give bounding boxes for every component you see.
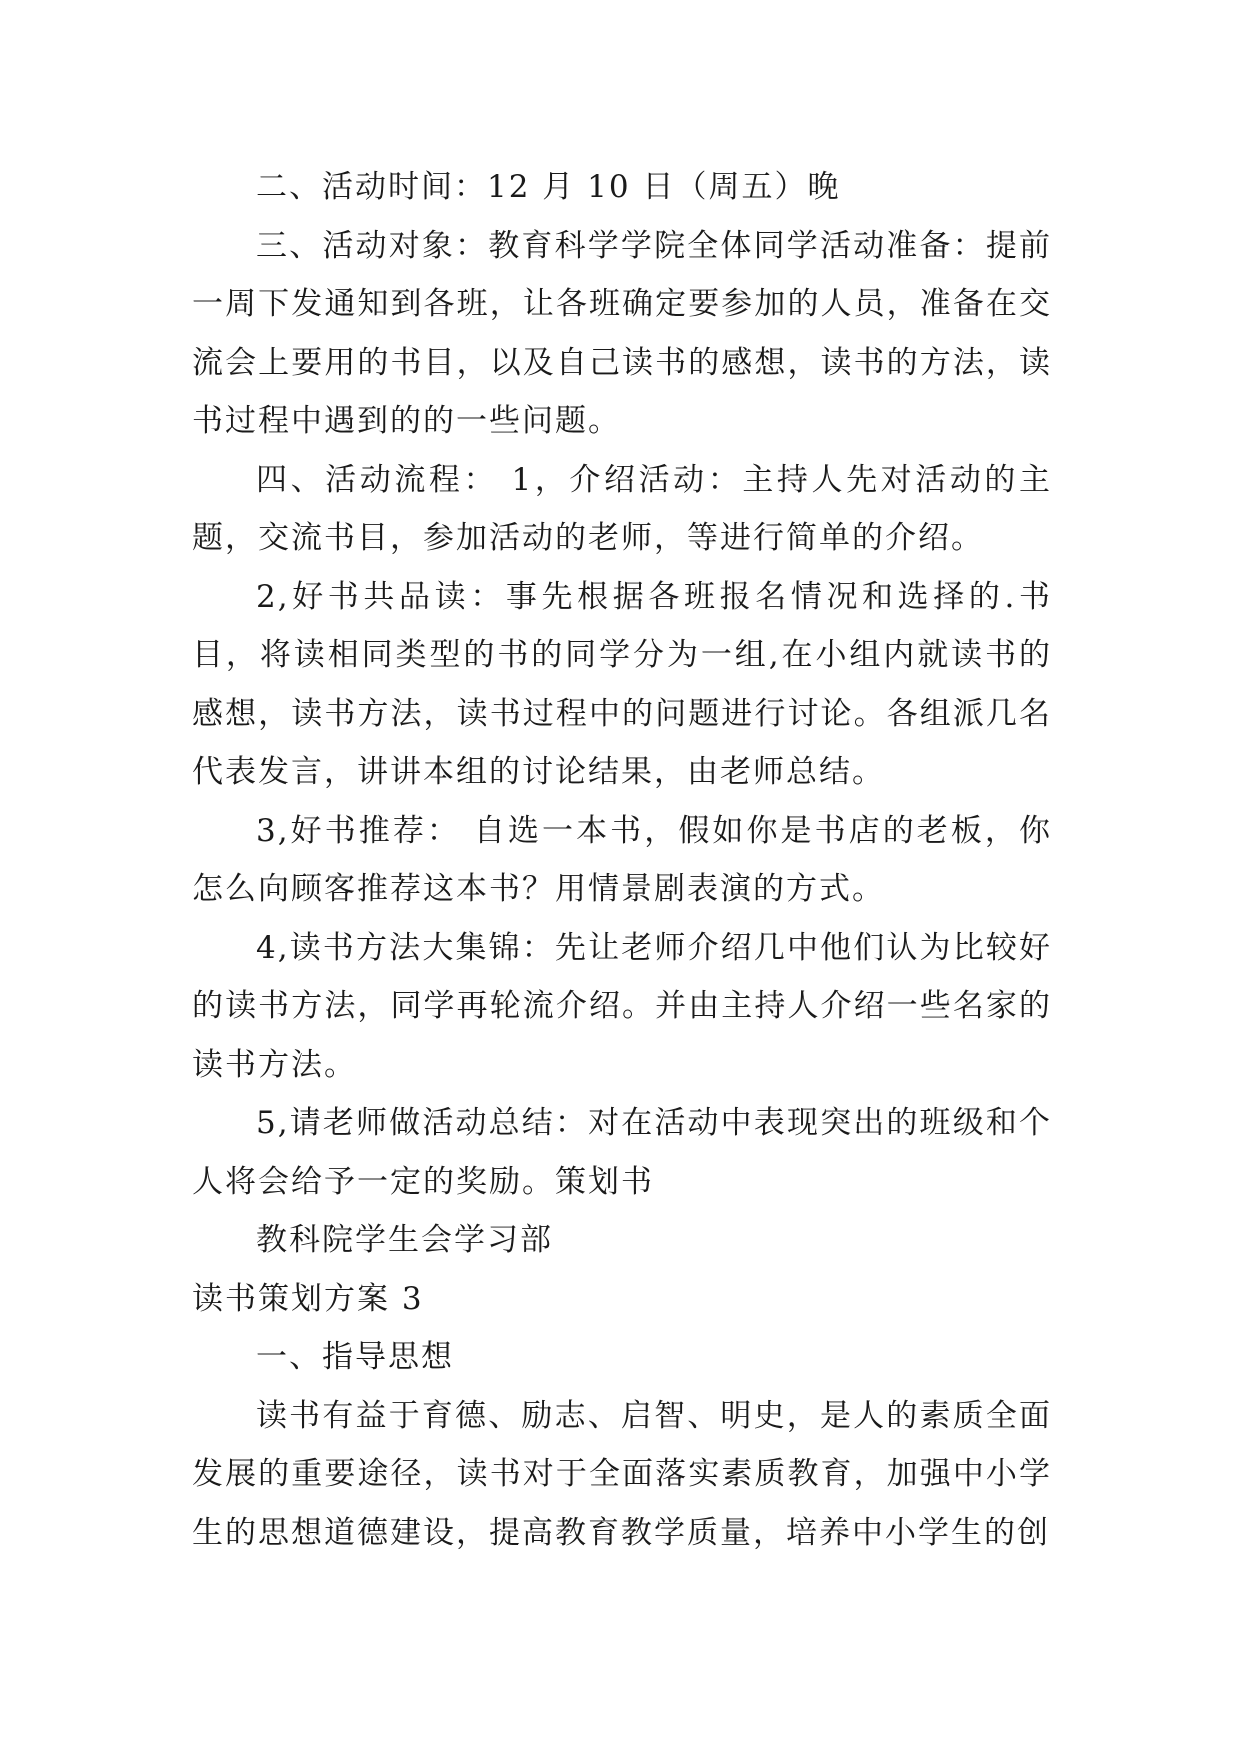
- paragraph-step-3: 3,好书推荐： 自选一本书，假如你是书店的老板，你怎么向顾客推荐这本书？用情景剧表演的方式。: [192, 812, 1052, 907]
- paragraph-step-5: 5,请老师做活动总结：对在活动中表现突出的班级和个人将会给予一定的奖励。策划书: [192, 1105, 1052, 1200]
- paragraph-step-4: 4,读书方法大集锦：先让老师介绍几中他们认为比较好的读书方法，同学再轮流介绍。并由主持人介绍一些名家的读书方法。: [192, 929, 1052, 1083]
- paragraph-heading-guiding-idea: 一、指导思想: [256, 1339, 454, 1375]
- paragraph-activity-process: 四、活动流程： 1，介绍活动：主持人先对活动的主题，交流书目，参加活动的老师，等进行简单的介绍。: [192, 461, 1052, 556]
- paragraph-guiding-idea-body: 读书有益于育德、励志、启智、明史，是人的素质全面发展的重要途径，读书对于全面落实素质教育，加强中小学生的思想道德建设，提高教育教学质量，培养中小学生的创: [192, 1397, 1052, 1551]
- paragraph-step-2: 2,好书共品读：事先根据各班报名情况和选择的.书目，将读相同类型的书的同学分为一组,在小组内就读书的感想，读书方法，读书过程中的问题进行讨论。各组派几名代表发言，讲讲本组的讨论结果，由老师总结。: [192, 578, 1052, 790]
- section-title: 读书策划方案 3: [192, 1280, 424, 1317]
- paragraph-activity-time: 二、活动时间：12 月 10 日（周五）晚: [256, 169, 841, 205]
- paragraph-activity-target: 三、活动对象：教育科学学院全体同学活动准备：提前一周下发通知到各班，让各班确定要参加的人员，准备在交流会上要用的书目，以及自己读书的感想，读书的方法，读书过程中遇到的的一些问题。: [192, 227, 1052, 439]
- paragraph-signature: 教科院学生会学习部: [256, 1222, 553, 1258]
- document-body: [192, 158, 1052, 1562]
